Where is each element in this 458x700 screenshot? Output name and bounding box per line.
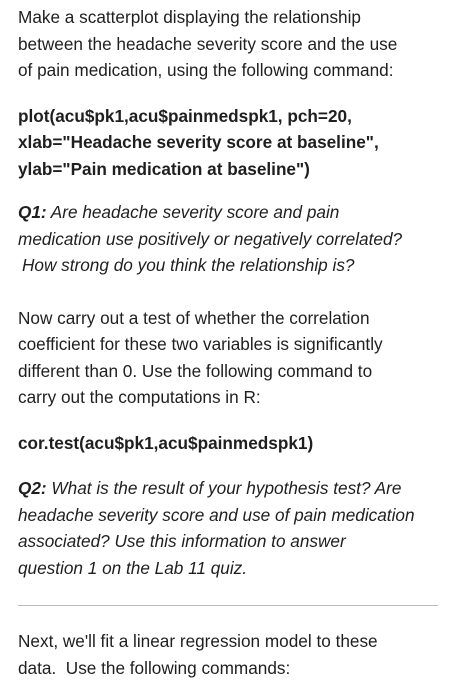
intro-paragraph [18, 4, 440, 84]
plot-command-line: xlab="Headache severity score at baseline", [18, 132, 379, 152]
question-2-label: Q2: [18, 478, 47, 498]
question-2-line: associated? Use this information to answer [18, 531, 346, 551]
plot-command-line: plot(acu$pk1,acu$painmedspk1, pch=20, [18, 105, 352, 126]
test-line: coefficient for these two variables is significantly [18, 334, 383, 354]
question-2-first-line [18, 475, 440, 502]
regression-line: Next, we'll fit a linear regression model to these [18, 631, 378, 651]
question-1-line: medication use positively or negatively correlated? [18, 228, 403, 249]
intro-line: between the headache severity score and the use [18, 33, 398, 54]
question-2-line: question 1 on the Lab 11 quiz. [18, 557, 248, 578]
test-line: different than 0. Use the following command to [18, 360, 373, 381]
question-2-line: headache severity score and use of pain medication [18, 504, 415, 525]
question-1-line: How strong do you think the relationship is? [22, 255, 355, 275]
test-line: Now carry out a test of whether the correlation [18, 307, 370, 328]
question-1-label: Q1: [18, 202, 47, 222]
correlation-test-paragraph [18, 305, 440, 411]
plot-command-line: ylab="Pain medication at baseline") [18, 158, 310, 179]
question-1 [18, 199, 440, 279]
cor-test-command [18, 430, 440, 457]
question-2-text: What is the result of your hypothesis test? Are [46, 478, 402, 498]
question-2 [18, 475, 440, 581]
question-1-text: Are headache severity score and pain [46, 202, 340, 222]
question-1-first-line [18, 199, 440, 226]
intro-line: Make a scatterplot displaying the relationship [18, 7, 361, 27]
regression-line: data. Use the following commands: [18, 657, 291, 678]
plot-command [18, 103, 440, 183]
test-line: carry out the computations in R: [18, 387, 261, 407]
regression-intro-paragraph [18, 628, 440, 681]
cor-test-command-line: cor.test(acu$pk1,acu$painmedspk1) [18, 432, 314, 453]
intro-line: of pain medication, using the following command: [18, 60, 394, 80]
section-divider [18, 605, 438, 606]
